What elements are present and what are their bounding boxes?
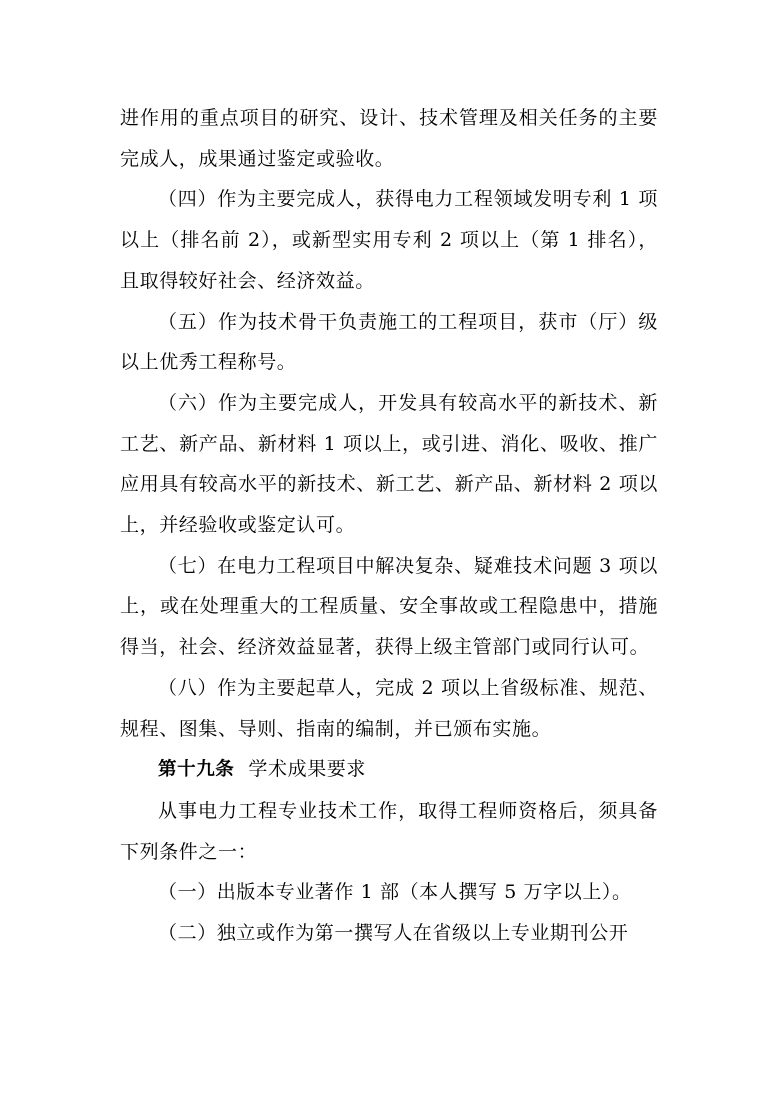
paragraph-article-intro: 从事电力工程专业技术工作，取得工程师资格后，须具备下列条件之一： — [120, 799, 658, 863]
paragraph-item-8: （八）作为主要起草人，完成 2 项以上省级标准、规范、规程、图集、导则、指南的编制，并已颁布实施。 — [120, 676, 658, 740]
paragraph-item-6: （六）作为主要完成人，开发具有较高水平的新技术、新工艺、新产品、新材料 1 项以上，或引进、消化、吸收、推广应用具有较高水平的新技术、新工艺、新产品、新材料 2 项以上，并经验收或鉴定认可。 — [120, 391, 658, 537]
paragraph-item-4: （四）作为主要完成人，获得电力工程领域发明专利 1 项以上（排名前 2），或新型实用专利 2 项以上（第 1 排名），且取得较好社会、经济效益。 — [120, 188, 658, 292]
article-title: 学术成果要求 — [248, 758, 367, 781]
article-heading — [120, 749, 658, 791]
paragraph-item-7: （七）在电力工程项目中解决复杂、疑难技术问题 3 项以上，或在处理重大的工程质量、安全事故或工程隐患中，措施得当，社会、经济效益显著，获得上级主管部门或同行认可。 — [120, 554, 658, 659]
paragraph-item-2: （二）独立或作为第一撰写人在省级以上专业期刊公开 — [158, 922, 629, 945]
article-number: 第十九条 — [158, 759, 235, 781]
paragraph-continuation: 进作用的重点项目的研究、设计、技术管理及相关任务的主要完成人，成果通过鉴定或验收。 — [120, 107, 658, 170]
paragraph-item-5: （五）作为技术骨干负责施工的工程项目，获市（厅）级以上优秀工程称号。 — [120, 310, 658, 374]
paragraph-item-1: （一）出版本专业著作 1 部（本人撰写 5 万字以上）。 — [158, 881, 632, 904]
document-body — [120, 98, 658, 954]
